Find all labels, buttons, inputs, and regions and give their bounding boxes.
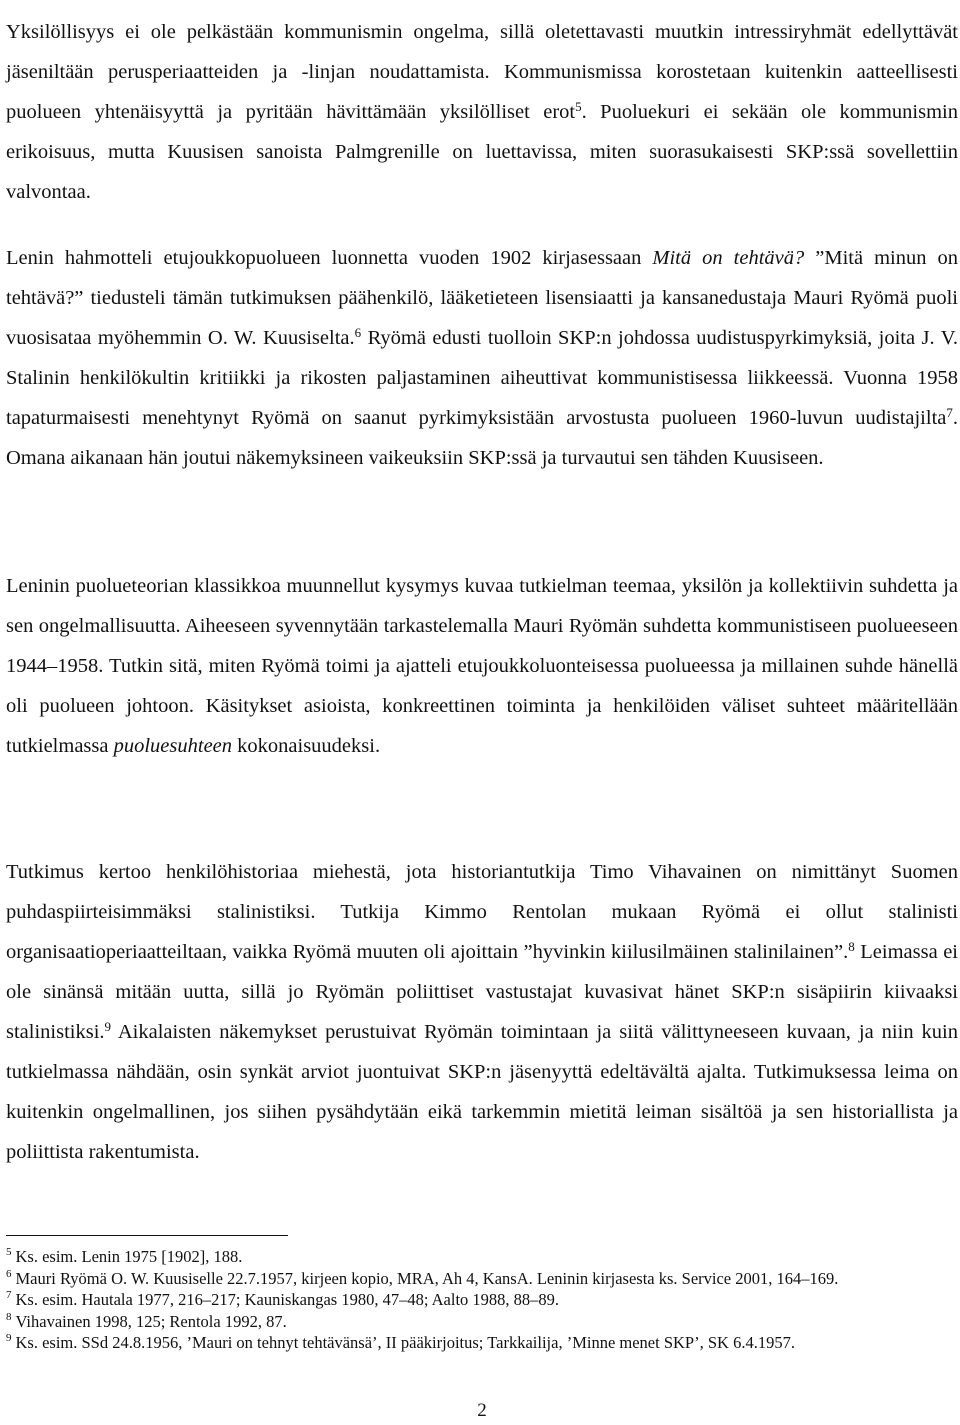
paragraph-4-text-a: Tutkimus kertoo henkilöhistoriaa miehestä, jota historiantutkija Timo Vihavainen on nimittänyt Suomen puhdaspiirteisimmäksi stalinistiksi. Tutkija Kimmo Rentolan mukaan Ryömä ei ollut stalinisti organisaatioperiaatteiltaan, vaikka Ryömä muuten oli ajoittain ”hyvinkin kiilusilmäinen stalinilainen”.: [6, 861, 958, 963]
footnote-number: 6: [6, 1267, 12, 1280]
page-number: 2: [477, 1400, 487, 1421]
footnote-text: Ks. esim. Lenin 1975 [1902], 188.: [15, 1247, 243, 1266]
paragraph-2-text-c: Ryömä edusti tuolloin SKP:n johdossa uudistuspyrkimyksiä, joita J. V. Stalinin henkilökultin kritiikki ja rikosten paljastaminen aiheuttivat kommunistisessa liikkeessä. Vuonna 1958 tapaturmaisesti menehtynyt Ryömä on saanut pyrkimyksistään arvostusta puolueen 1960-luvun uudistajilta: [6, 327, 958, 429]
footnote-5: [6, 1246, 958, 1268]
footnote-9: [6, 1332, 958, 1354]
paragraph-1: [6, 12, 958, 212]
paragraph-3-text-b: kokonaisuudeksi.: [232, 735, 381, 757]
footnote-text: Ks. esim. Hautala 1977, 216–217; Kauniskangas 1980, 47–48; Aalto 1988, 88–89.: [15, 1290, 560, 1309]
paragraph-4-text-c: Aikalaisten näkemykset perustuivat Ryömän toimintaan ja siitä välittyneeseen kuvaan, ja niin kuin tutkielmassa nähdään, osin synkät arviot juontuivat SKP:n jäsenyyttä edeltävältä ajalta. Tutkimuksessa leima on kuitenkin ongelmallinen, jos siihen pysähdytään eikä tarkemmin mietitä leiman sisältöä ja sen historiallista ja poliittista rakentumista.: [6, 1021, 958, 1163]
paragraph-1-text-b: . Puoluekuri ei sekään ole kommunismin erikoisuus, mutta Kuusisen sanoista Palmgrenille on luettavissa, miten suorasukaisesti SKP:ssä sovellettiin valvontaa.: [6, 101, 958, 203]
paragraph-3: [6, 566, 958, 766]
footnote-ref-9[interactable]: 9: [104, 1018, 112, 1034]
paragraph-2-text-a: Lenin hahmotteli etujoukkopuolueen luonnetta vuoden 1902 kirjasessaan: [6, 247, 653, 269]
footnote-number: 8: [6, 1310, 12, 1323]
footnote-number: 7: [6, 1289, 12, 1302]
footnote-ref-6[interactable]: 6: [354, 324, 362, 340]
paragraph-4: [6, 852, 958, 1172]
paragraph-1-text-a: Yksilöllisyys ei ole pelkästään kommunismin ongelma, sillä oletettavasti muutkin intressiryhmät edellyttävät jäseniltään perusperiaatteiden ja -linjan noudattamista. Kommunismissa korostetaan kuitenkin aatteellisesti puolueen yhtenäisyyttä ja pyritään hävittämään yksilölliset erot: [6, 21, 958, 123]
footnote-7: [6, 1289, 958, 1311]
footnotes: [6, 1246, 958, 1354]
paragraph-2-text-d: . Omana aikanaan hän joutui näkemyksineen vaikeuksiin SKP:ssä ja turvautui sen tähden Kuusiseen.: [6, 407, 958, 469]
footnote-ref-8[interactable]: 8: [848, 938, 855, 954]
footnote-number: 9: [6, 1332, 12, 1345]
footnote-text: Ks. esim. SSd 24.8.1956, ’Mauri on tehnyt tehtävänsä’, II pääkirjoitus; Tarkkailija, ’Minne menet SKP’, SK 6.4.1957.: [15, 1333, 795, 1352]
footnote-text: Mauri Ryömä O. W. Kuusiselle 22.7.1957, kirjeen kopio, MRA, Ah 4, KansA. Leninin kirjasesta ks. Service 2001, 164–169.: [15, 1268, 839, 1288]
footnote-ref-5[interactable]: 5: [575, 98, 582, 114]
book-title-italic: Mitä on tehtävä?: [652, 247, 805, 269]
paragraph-4-text-b: Leimassa ei ole sinänsä mitään uutta, sillä jo Ryömän poliittiset vastustajat kuvasivat hänet SKP:n sisäpiirin kiivaaksi stalinistiksi.: [6, 941, 958, 1043]
footnote-8: [6, 1311, 958, 1333]
footnote-6: [6, 1268, 958, 1290]
footnote-text: Vihavainen 1998, 125; Rentola 1992, 87.: [15, 1311, 287, 1331]
paragraph-2-text-b: ”Mitä minun on tehtävä?” tiedusteli tämän tutkimuksen päähenkilö, lääketieteen lisensiaatti ja kansanedustaja Mauri Ryömä puoli vuosisataa myöhemmin O. W. Kuusiselta.: [6, 247, 958, 349]
paragraph-2: [6, 238, 958, 478]
footnote-separator: [6, 1235, 288, 1236]
footnote-number: 5: [6, 1246, 12, 1259]
paragraph-3-text-a: Leninin puolueteorian klassikkoa muunnellut kysymys kuvaa tutkielman teemaa, yksilön ja kollektiivin suhdetta ja sen ongelmallisuutta. Aiheeseen syvennytään tarkastelemalla Mauri Ryömän suhdetta kommunistiseen puolueeseen 1944–1958. Tutkin sitä, miten Ryömä toimi ja ajatteli etujoukkoluonteisessa puolueessa ja millainen suhde hänellä oli puolueen johtoon. Käsitykset asioista, konkreettinen toiminta ja henkilöiden väliset suhteet määritellään tutkielmassa: [6, 575, 958, 757]
term-italic: puoluesuhteen: [113, 735, 233, 757]
footnote-ref-7[interactable]: 7: [946, 404, 953, 420]
